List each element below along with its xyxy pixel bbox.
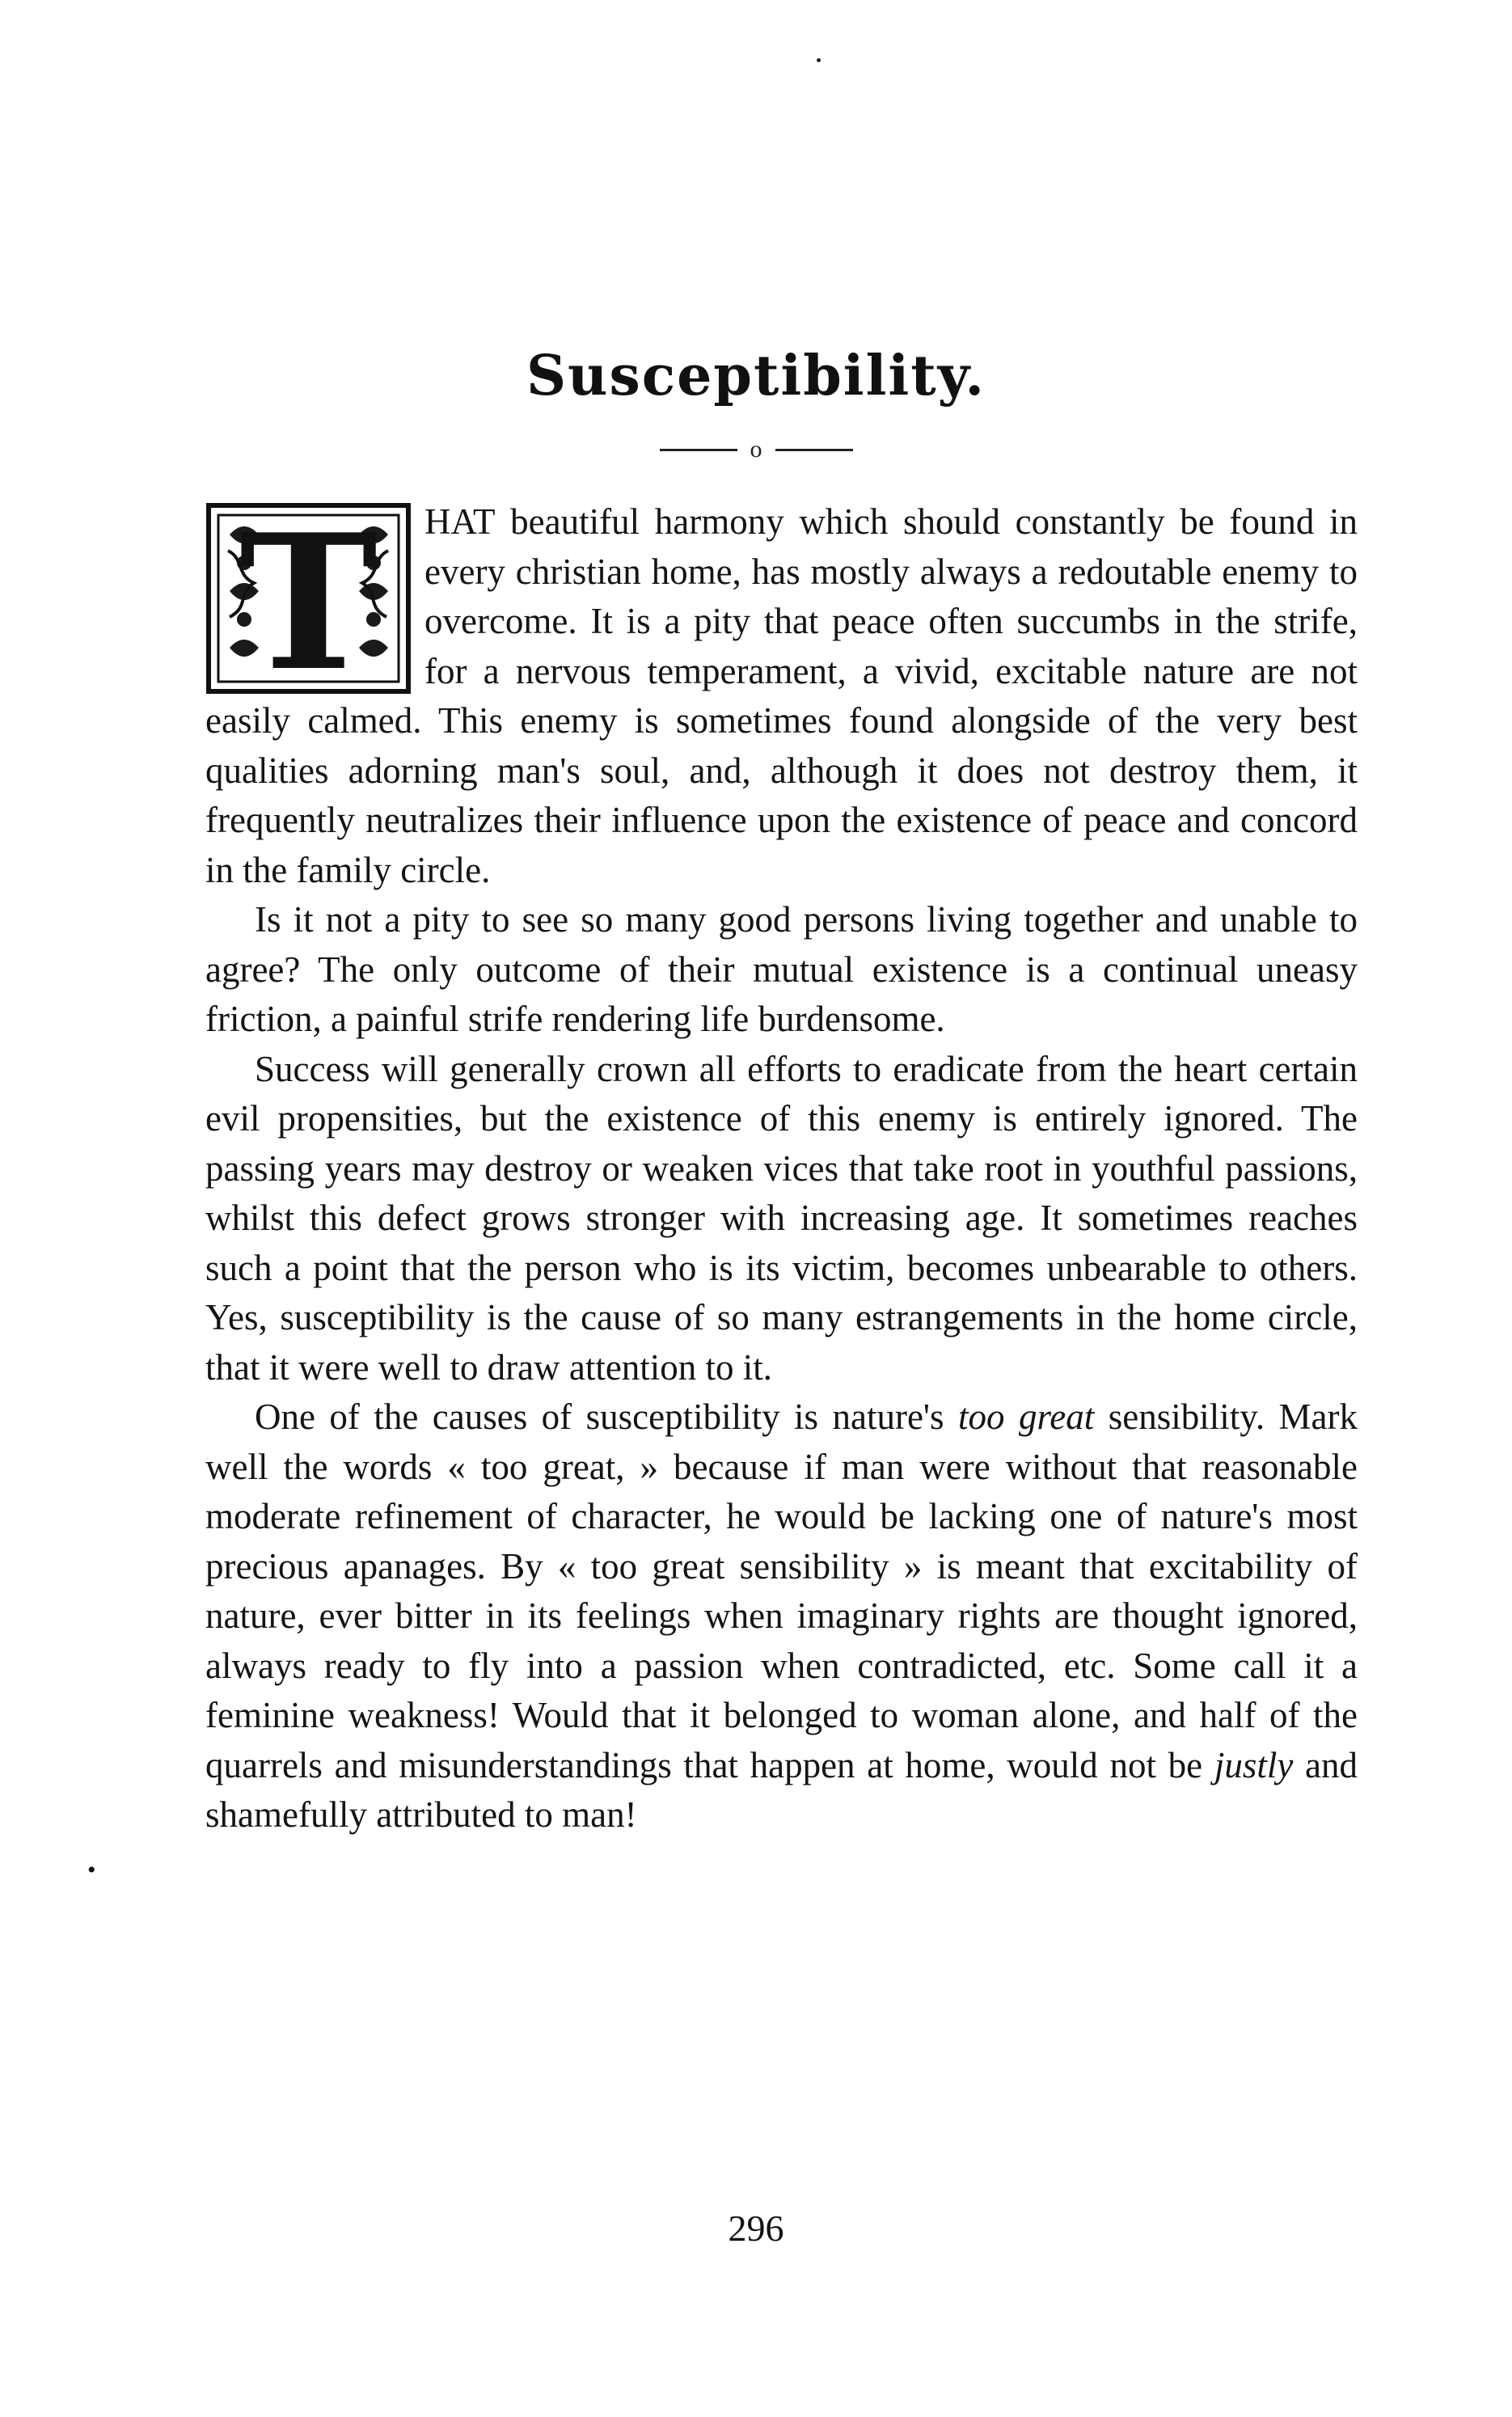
paragraph-4-part-a: One of the causes of susceptibility is nature's (255, 1397, 944, 1437)
ornament-dash-left (660, 449, 737, 451)
print-speck (817, 58, 821, 62)
emphasis-justly: justly (1214, 1744, 1294, 1785)
drop-cap-initial (205, 502, 412, 695)
drop-cap-ornament-icon (205, 502, 412, 695)
chapter-title: Susceptibility. (526, 344, 986, 408)
ornament-ring: o (750, 436, 762, 463)
page-number: 296 (728, 2208, 784, 2249)
emphasis-too-great: too great (958, 1397, 1095, 1437)
opening-word-rest: HAT (424, 501, 496, 542)
title-ornament (0, 433, 1512, 466)
paragraph-4-part-c: and shamefully attributed to man! (205, 1744, 1358, 1835)
paragraph-1-text: beautiful harmony which should constantly be found in every christian home, has mostly always a redoutable enemy to overcome. It is a pity that peace often succumbs in the strife, for a nervous temperament, a vivid, excitable nature are not easily calmed. This enemy is sometimes found alongside of the very best qualities adorning man's soul, and, although it does not destroy them, it frequently neutralizes their influence upon the existence of peace and concord in the family circle. (205, 501, 1358, 890)
ornament-dash-right (775, 449, 853, 451)
svg-text:T: T (239, 502, 378, 695)
paragraph-3: Success will generally crown all efforts to eradicate from the heart certain evil propensities, but the existence of this enemy is entirely ignored. The passing years may destroy or weaken vices that take root in youthful passions, whilst this defect grows stronger with increasing age. It sometimes reaches such a point that the person who is its victim, becomes unbearable to others. Yes, susceptibility is the cause of so many estrangements in the home circle, that it were well to draw attention to it. (205, 1048, 1358, 1388)
body-text (205, 497, 1358, 1840)
paragraph-4-part-b: sensibility. Mark well the words « too great, » because if man were without that reasonable moderate refinement of character, he would be lacking one of nature's most precious apanages. By « too great sensibility » is meant that excitability of nature, ever bitter in its feelings when imaginary rights are thought ignored, always ready to fly into a passion when contradicted, etc. Some call it a feminine weakness! Would that it belonged to woman alone, and half of the quarrels and misunderstandings that happen at home, would not be (205, 1397, 1358, 1785)
paragraph-2: Is it not a pity to see so many good persons living together and unable to agree? The only outcome of their mutual existence is a continual uneasy friction, a painful strife rendering life burdensome. (205, 899, 1358, 1039)
paragraph-4 (205, 1392, 1358, 1840)
margin-mark: • (87, 1857, 96, 1883)
